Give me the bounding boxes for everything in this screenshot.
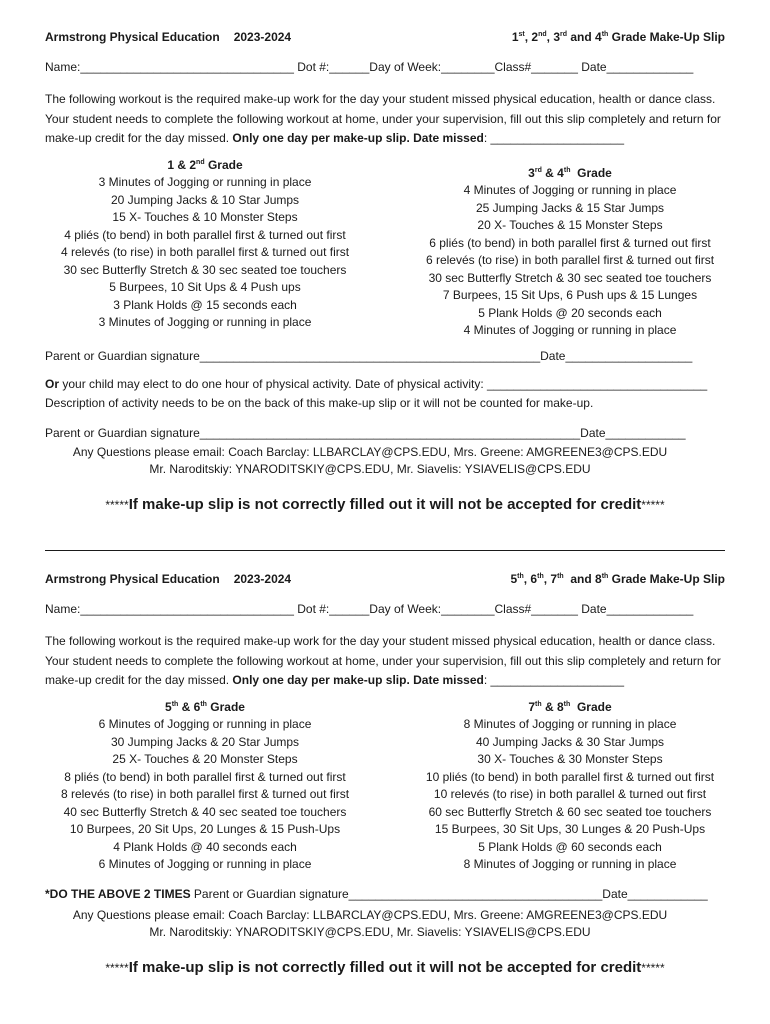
exercise-item: 25 Jumping Jacks & 15 Star Jumps	[475, 200, 665, 215]
column-title: 1 & 2nd Grade	[167, 157, 243, 172]
exercise-item: 5 Burpees, 10 Sit Ups & 4 Push ups	[109, 280, 301, 294]
school-heading	[45, 572, 305, 586]
date-missed-label: . Date missed	[406, 673, 484, 687]
warning-text: If make-up slip is not correctly filled out it will not be accepted for credit	[128, 958, 642, 976]
date-missed-field[interactable]: : ____________________	[483, 673, 624, 687]
makeup-slip-lower-grades	[45, 28, 725, 513]
slip-title: 5th, 6th, 7th and 8th Grade Make-Up Slip	[510, 572, 725, 586]
exercise-item: 3 Minutes of Jogging or running in place	[98, 175, 312, 189]
instructions-bold: Only one day per make-up slip	[232, 673, 407, 687]
or-label: Or	[45, 376, 60, 391]
student-info-line[interactable]: Name:________________________________ Dot #:______Day of Week:________Class#_______ Date_____________	[45, 60, 694, 74]
exercise-list	[400, 182, 740, 340]
exercise-item: 30 X- Touches & 30 Monster Steps	[477, 752, 663, 766]
workout-grade-7-8	[400, 699, 740, 874]
exercise-item: 8 relevés (to rise) in both parallel first & turned out first	[60, 787, 350, 801]
alternative-activity-text[interactable]: your child may elect to do one hour of physical activity. Date of physical activity: _________________________________	[59, 376, 708, 391]
exercise-item: 8 pliés (to bend) in both parallel first & turned out first	[64, 769, 346, 784]
exercise-item: 60 sec Butterfly Stretch & 60 sec seated toe touchers	[428, 804, 712, 819]
exercise-item: 15 Burpees, 30 Sit Ups, 30 Lunges & 20 Push-Ups	[434, 822, 706, 836]
exercise-item: 25 X- Touches & 20 Monster Steps	[112, 752, 298, 766]
exercise-item: 40 Jumping Jacks & 30 Star Jumps	[475, 734, 665, 749]
exercise-item: 3 Minutes of Jogging or running in place	[98, 315, 312, 329]
makeup-slip-upper-grades	[45, 570, 725, 976]
column-title: 7th & 8th Grade	[528, 699, 612, 714]
workout-grade-3-4	[400, 165, 740, 340]
instructions-bold: Only one day per make-up slip	[232, 131, 407, 145]
exercise-item: 4 relevés (to rise) in both parallel first & turned out first	[60, 245, 350, 259]
contact-info	[50, 444, 690, 478]
instructions-text: The following workout is the required make-up work for the day your student missed physical education, health or dance class. Your student needs to complete the following workout at home, under your supervision, fill out this slip completely and return for make-up credit for the day missed.	[45, 92, 721, 145]
exercise-item: 4 pliés (to bend) in both parallel first & turned out first	[64, 227, 346, 242]
parent-signature-line[interactable]: *DO THE ABOVE 2 TIMES Parent or Guardian signature______________________________________Date____________	[45, 886, 708, 901]
date-missed-label: . Date missed	[406, 131, 484, 145]
school-heading	[45, 30, 305, 44]
exercise-item: 4 Minutes of Jogging or running in place	[463, 323, 677, 337]
exercise-item: 8 Minutes of Jogging or running in place	[463, 717, 677, 731]
parent-signature-line[interactable]: Parent or Guardian signature___________________________________________________Date___________________	[45, 348, 693, 363]
exercise-item: 10 pliés (to bend) in both parallel first & turned out first	[425, 769, 715, 784]
exercise-item: 30 sec Butterfly Stretch & 30 sec seated toe touchers	[63, 262, 347, 277]
exercise-item: 8 Minutes of Jogging or running in place	[463, 857, 677, 871]
instructions-text: The following workout is the required make-up work for the day your student missed physical education, health or dance class. Your student needs to complete the following workout at home, under your supervision, fill out this slip completely and return for make-up credit for the day missed.	[45, 634, 721, 687]
exercise-item: 6 relevés (to rise) in both parallel first & turned out first	[425, 253, 715, 267]
school-name: Armstrong Physical Education	[45, 30, 220, 44]
exercise-list	[400, 716, 740, 874]
workout-grade-1-2	[40, 157, 370, 332]
exercise-item: 30 sec Butterfly Stretch & 30 sec seated toe touchers	[428, 270, 712, 285]
instructions-paragraph	[45, 90, 725, 149]
alternative-activity	[45, 375, 725, 413]
column-title: 3rd & 4th Grade	[528, 165, 612, 180]
exercise-item: 20 Jumping Jacks & 10 Star Jumps	[110, 192, 300, 207]
exercise-item: 15 X- Touches & 10 Monster Steps	[112, 210, 298, 224]
parent-signature-line-2[interactable]: Parent or Guardian signature_________________________________________________________Date____________	[45, 425, 686, 440]
school-year: 2023-2024	[233, 30, 292, 44]
exercise-item: 5 Plank Holds @ 60 seconds each	[478, 839, 662, 854]
alternative-activity-note: Description of activity needs to be on the back of this make-up slip or it will not be counted for make-up.	[45, 395, 594, 410]
exercise-item: 6 Minutes of Jogging or running in place	[98, 717, 312, 731]
exercise-item: 10 relevés (to rise) in both parallel & turned out first	[433, 787, 707, 801]
exercise-item: 40 sec Butterfly Stretch & 40 sec seated toe touchers	[63, 804, 347, 819]
exercise-item: 10 Burpees, 20 Sit Ups, 20 Lunges & 15 Push-Ups	[69, 822, 341, 836]
date-missed-field[interactable]: : ____________________	[483, 131, 624, 145]
workout-columns	[45, 157, 725, 345]
exercise-item: 30 Jumping Jacks & 20 Star Jumps	[110, 734, 300, 749]
warning-text: If make-up slip is not correctly filled out it will not be accepted for credit	[128, 495, 642, 513]
student-info-line[interactable]: Name:________________________________ Dot #:______Day of Week:________Class#_______ Date_____________	[45, 602, 694, 616]
column-title: 5th & 6th Grade	[165, 699, 245, 714]
slip-header	[45, 28, 725, 46]
contact-line-1: Any Questions please email: Coach Barclay: LLBARCLAY@CPS.EDU, Mrs. Greene: AMGREENE3@CPS.EDU	[72, 907, 668, 922]
exercise-item: 3 Plank Holds @ 15 seconds each	[113, 297, 297, 312]
repeat-instruction: *DO THE ABOVE 2 TIMES	[45, 886, 191, 901]
instructions-paragraph	[45, 632, 725, 691]
credit-warning: *****If make-up slip is not correctly filled out it will not be accepted for credit*****	[105, 495, 665, 513]
exercise-item: 4 Plank Holds @ 40 seconds each	[113, 839, 297, 854]
cut-line-divider	[45, 550, 725, 551]
slip-title: 1st, 2nd, 3rd and 4th Grade Make-Up Slip	[511, 30, 725, 44]
credit-warning: *****If make-up slip is not correctly filled out it will not be accepted for credit*****	[105, 958, 665, 976]
contact-info	[50, 907, 690, 941]
contact-line-2: Mr. Naroditskiy: YNARODITSKIY@CPS.EDU, Mr. Siavelis: YSIAVELIS@CPS.EDU	[149, 461, 591, 476]
contact-line-2: Mr. Naroditskiy: YNARODITSKIY@CPS.EDU, Mr. Siavelis: YSIAVELIS@CPS.EDU	[149, 924, 591, 939]
exercise-item: 7 Burpees, 15 Sit Ups, 6 Push ups & 15 Lunges	[442, 288, 698, 302]
contact-line-1: Any Questions please email: Coach Barclay: LLBARCLAY@CPS.EDU, Mrs. Greene: AMGREENE3@CPS.EDU	[72, 444, 668, 459]
exercise-list	[40, 174, 370, 332]
school-year: 2023-2024	[233, 572, 292, 586]
workout-columns	[45, 699, 725, 877]
exercise-item: 20 X- Touches & 15 Monster Steps	[477, 218, 663, 232]
exercise-item: 4 Minutes of Jogging or running in place	[463, 183, 677, 197]
exercise-item: 5 Plank Holds @ 20 seconds each	[478, 305, 662, 320]
exercise-item: 6 Minutes of Jogging or running in place	[98, 857, 312, 871]
school-name: Armstrong Physical Education	[45, 572, 220, 586]
workout-grade-5-6	[40, 699, 370, 874]
exercise-item: 6 pliés (to bend) in both parallel first & turned out first	[429, 235, 711, 250]
exercise-list	[40, 716, 370, 874]
slip-header	[45, 570, 725, 588]
